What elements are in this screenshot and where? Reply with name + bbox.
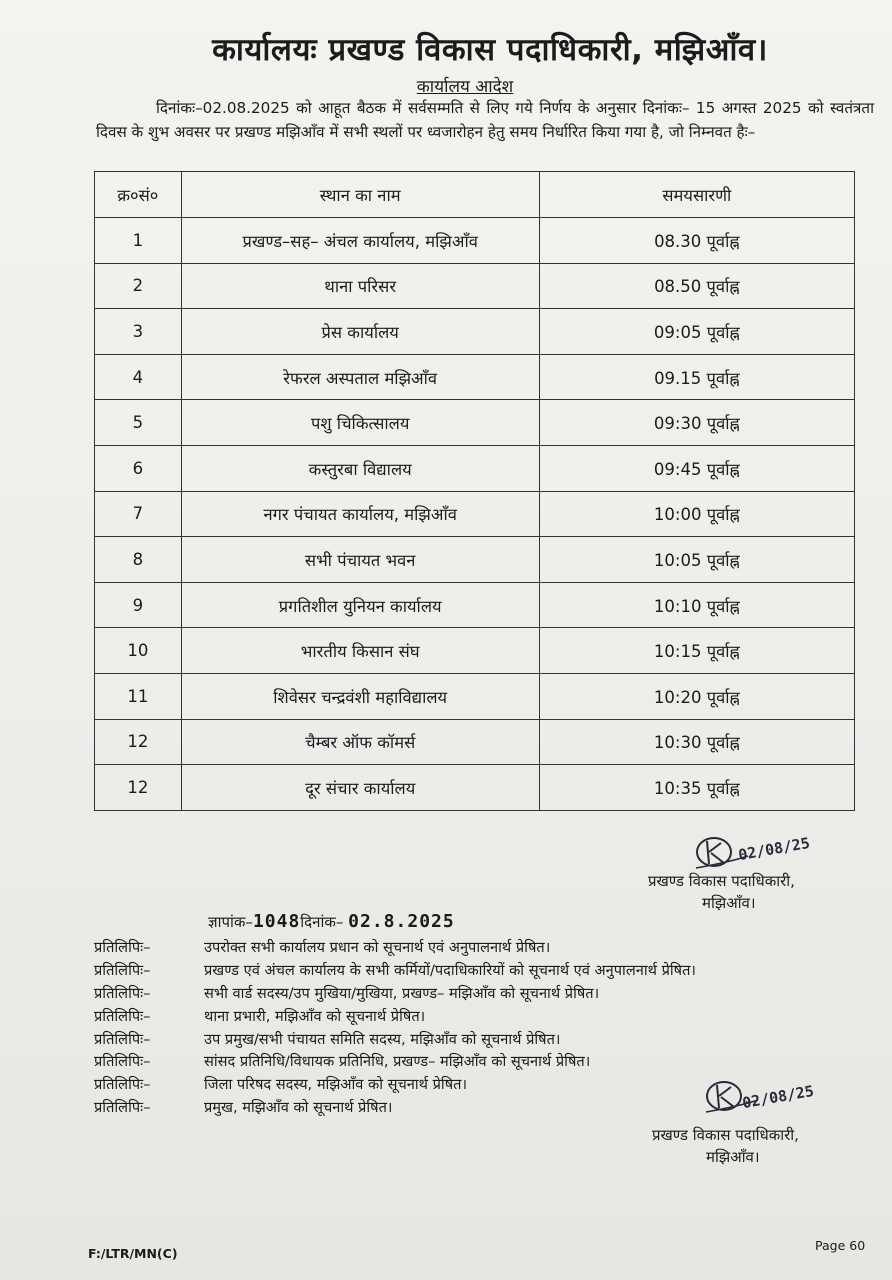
copy-text: प्रखण्ड एवं अंचल कार्यालय के सभी कर्मियों/पदाधिकारियों को सूचनार्थ एवं अनुपालनार्थ प्रेषित। (204, 962, 696, 980)
cell-serial: 10 (95, 628, 182, 674)
copy-label: प्रतिलिपिः– (94, 984, 151, 1002)
memo-line (208, 911, 455, 932)
signature-2-date: 02/08/25 (740, 1081, 816, 1113)
copy-text: सभी वार्ड सदस्य/उप मुखिया/मुखिया, प्रखण्ड– मझिऑंव को सूचनार्थ प्रेषित। (204, 984, 600, 1002)
cell-place: रेफरल अस्पताल मझिऑंव (181, 354, 539, 400)
signatory-designation: प्रखण्ड विकास पदाधिकारी, (652, 1126, 799, 1144)
copy-label: प्रतिलिपिः– (94, 1053, 151, 1071)
header-place: स्थान का नाम (181, 172, 539, 218)
copy-text: उपरोक्त सभी कार्यालय प्रधान को सूचनार्थ एवं अनुपालनार्थ प्रेषित। (204, 939, 551, 957)
table-row (95, 263, 855, 309)
table-row (95, 765, 855, 811)
copy-label: प्रतिलिपिः– (94, 1007, 151, 1025)
table-row (95, 582, 855, 628)
intro-paragraph: दिनांकः–02.08.2025 को आहूत बैठक में सर्वसम्मति से लिए गये निर्णय के अनुसार दिनांकः– 15 अगस्त 2025 को स्वतंत्रता दिवस के शुभ अवसर पर प्रखण्ड मझिऑंव में सभी स्थलों पर ध्वजारोहन हेतु समय निर्धारित किया गया है, जो निम्नवत हैः– (96, 99, 874, 141)
cell-place: सभी पंचायत भवन (181, 537, 539, 583)
cell-time: 09:05 पूर्वाह्न (539, 309, 854, 355)
memo-label: ज्ञापांक– (208, 913, 253, 931)
cell-place: प्रखण्ड–सह– अंचल कार्यालय, मझिऑंव (181, 218, 539, 264)
cell-time: 10:00 पूर्वाह्न (539, 491, 854, 537)
flag-hoisting-schedule-table (94, 171, 855, 811)
cell-serial: 8 (95, 537, 182, 583)
copy-list-item (94, 1096, 696, 1119)
copy-text: थाना प्रभारी, मझिऑंव को सूचनार्थ प्रेषित। (204, 1007, 426, 1025)
cell-place: दूर संचार कार्यालय (181, 765, 539, 811)
copy-list-item (94, 1050, 696, 1073)
cell-serial: 9 (95, 582, 182, 628)
cell-place: चैम्बर ऑफ कॉमर्स (181, 719, 539, 765)
table-header-row (95, 172, 855, 218)
cell-place: प्रगतिशील युनियन कार्यालय (181, 582, 539, 628)
copy-label: प्रतिलिपिः– (94, 939, 151, 957)
cell-place: नगर पंचायत कार्यालय, मझिऑंव (181, 491, 539, 537)
cell-serial: 2 (95, 263, 182, 309)
copy-list-item (94, 1004, 696, 1027)
footer-page-number: Page 60 (815, 1238, 866, 1253)
table-row (95, 673, 855, 719)
order-subtitle: कार्यालय आदेश (416, 77, 514, 97)
copy-label: प्रतिलिपिः– (94, 1076, 151, 1094)
cell-time: 10:35 पूर्वाह्न (539, 765, 854, 811)
cell-time: 10:30 पूर्वाह्न (539, 719, 854, 765)
cell-serial: 12 (95, 719, 182, 765)
cell-place: शिवेसर चन्द्रवंशी महाविद्यालय (181, 673, 539, 719)
copy-label: प्रतिलिपिः– (94, 1030, 151, 1048)
footer-file-reference: F:/LTR/MN(C) (88, 1246, 178, 1261)
table-body (95, 218, 855, 811)
cell-place: थाना परिसर (181, 263, 539, 309)
cell-serial: 11 (95, 673, 182, 719)
memo-number: 1048 (252, 911, 301, 932)
cell-serial: 7 (95, 491, 182, 537)
cell-serial: 6 (95, 445, 182, 491)
table-row (95, 218, 855, 264)
cell-serial: 12 (95, 765, 182, 811)
cell-place: कस्तुरबा विद्यालय (181, 445, 539, 491)
table-row (95, 719, 855, 765)
cell-place: पशु चिकित्सालय (181, 400, 539, 446)
cell-time: 10:15 पूर्वाह्न (539, 628, 854, 674)
copy-text: जिला परिषद सदस्य, मझिऑंव को सूचनार्थ प्रेषित। (204, 1076, 467, 1094)
copy-text: सांसद प्रतिनिधि/विधायक प्रतिनिधि, प्रखण्ड– मझिऑंव को सूचनार्थ प्रेषित। (204, 1053, 591, 1071)
table-row (95, 400, 855, 446)
copy-list-item (94, 982, 696, 1005)
copy-list-item (94, 1073, 696, 1096)
cell-place: प्रेस कार्यालय (181, 309, 539, 355)
cell-serial: 1 (95, 218, 182, 264)
signature-1-date: 02/08/25 (736, 833, 812, 865)
copy-text: उप प्रमुख/सभी पंचायत समिति सदस्य, मझिऑंव को सूचनार्थ प्रेषित। (204, 1030, 561, 1048)
signatory-place: मझिऑंव। (706, 1148, 760, 1166)
cell-time: 09:45 पूर्वाह्न (539, 445, 854, 491)
copy-label: प्रतिलिपिः– (94, 962, 151, 980)
table-row (95, 491, 855, 537)
cell-time: 09:30 पूर्वाह्न (539, 400, 854, 446)
cell-time: 08.30 पूर्वाह्न (539, 218, 854, 264)
table-row (95, 628, 855, 674)
cell-serial: 4 (95, 354, 182, 400)
cell-serial: 3 (95, 309, 182, 355)
header-time: समयसारणी (539, 172, 854, 218)
cell-time: 09.15 पूर्वाह्न (539, 354, 854, 400)
cell-time: 10:05 पूर्वाह्न (539, 537, 854, 583)
cell-time: 10:20 पूर्वाह्न (539, 673, 854, 719)
cell-place: भारतीय किसान संघ (181, 628, 539, 674)
office-title: कार्यालयः प्रखण्ड विकास पदाधिकारी, मझिऑंव। (212, 32, 768, 68)
copy-list-item (94, 936, 696, 959)
table-row (95, 354, 855, 400)
signature-block-1 (648, 870, 795, 914)
memo-date-label: दिनांक– (300, 913, 344, 931)
copy-list-item (94, 1027, 696, 1050)
memo-date: 02.8.2025 (348, 911, 455, 932)
header-serial: क्र०सं० (95, 172, 182, 218)
copy-text: प्रमुख, मझिऑंव को सूचनार्थ प्रेषित। (204, 1098, 393, 1116)
copy-label: प्रतिलिपिः– (94, 1098, 151, 1116)
table-row (95, 537, 855, 583)
signatory-place: मझिऑंव। (702, 894, 756, 912)
cell-serial: 5 (95, 400, 182, 446)
table-row (95, 445, 855, 491)
table-row (95, 309, 855, 355)
cell-time: 10:10 पूर्वाह्न (539, 582, 854, 628)
cell-time: 08.50 पूर्वाह्न (539, 263, 854, 309)
signature-block-2 (652, 1124, 799, 1168)
copy-list-item (94, 959, 696, 982)
copy-list (94, 936, 696, 1118)
signatory-designation: प्रखण्ड विकास पदाधिकारी, (648, 872, 795, 890)
